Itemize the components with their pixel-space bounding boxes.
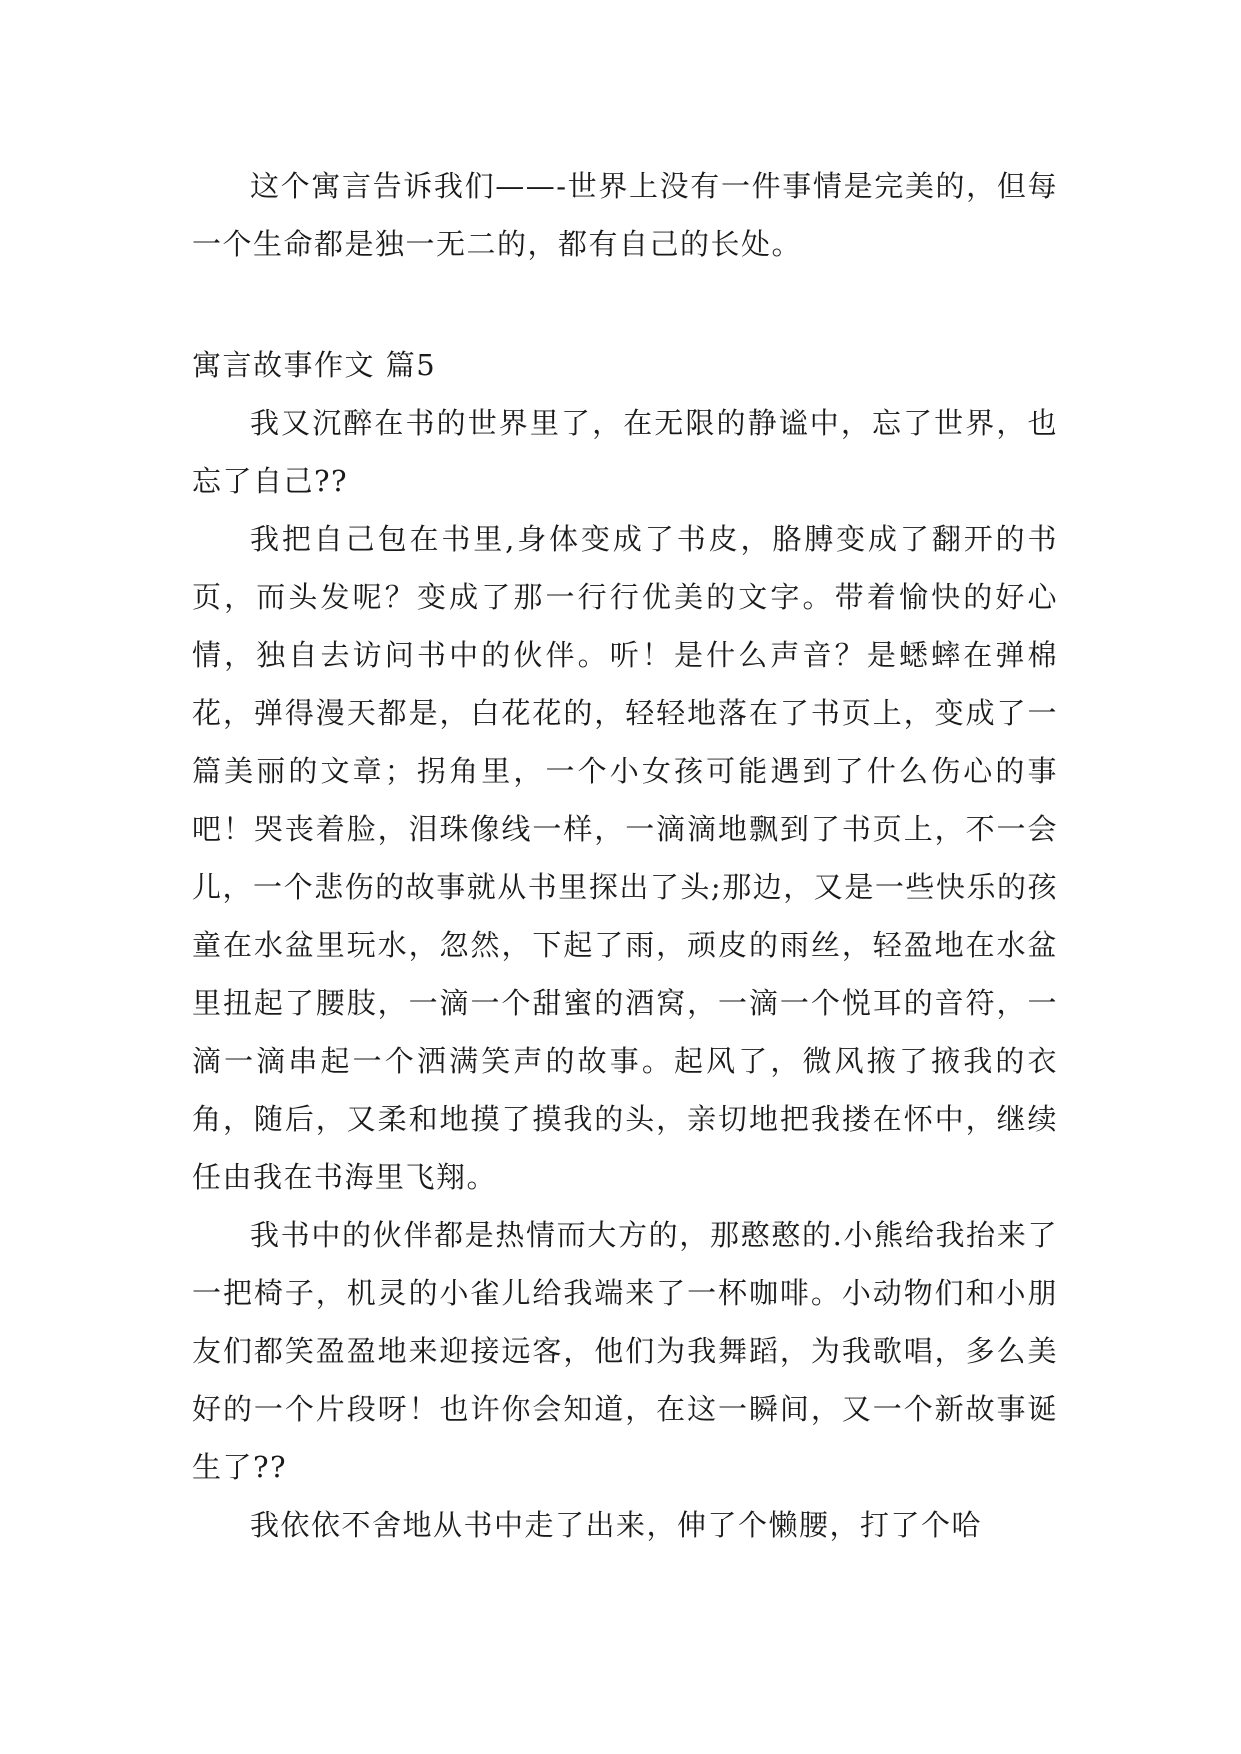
intro-text-block — [192, 157, 1058, 273]
story-paragraph-1: 我又沉醉在书的世界里了，在无限的静谧中，忘了世界，也忘了自己?? — [192, 406, 1058, 498]
story-paragraph-3: 我书中的伙伴都是热情而大方的，那憨憨的.小熊给我抬来了一把椅子，机灵的小雀儿给我端来了一杯咖啡。小动物们和小朋友们都笑盈盈地来迎接远客，他们为我舞蹈，为我歌唱，多么美好的一个片段呀！也许你会知道，在这一瞬间，又一个新故事诞生了?? — [192, 1218, 1058, 1484]
story-text-block — [192, 394, 1058, 1554]
section-heading: 寓言故事作文 篇5 — [192, 348, 437, 382]
story-paragraph-4: 我依依不舍地从书中走了出来，伸了个懒腰，打了个哈 — [250, 1508, 983, 1542]
story-paragraph-2: 我把自己包在书里,身体变成了书皮，胳膊变成了翻开的书页，而头发呢？变成了那一行行优美的文字。带着愉快的好心情，独自去访问书中的伙伴。听！是什么声音？是蟋蟀在弹棉花，弹得漫天都是，白花花的，轻轻地落在了书页上，变成了一篇美丽的文章；拐角里，一个小女孩可能遇到了什么伤心的事吧！哭丧着脸，泪珠像线一样，一滴滴地飘到了书页上，不一会儿，一个悲伤的故事就从书里探出了头;那边，又是一些快乐的孩童在水盆里玩水，忽然，下起了雨，顽皮的雨丝，轻盈地在水盆里扭起了腰肢，一滴一个甜蜜的酒窝，一滴一个悦耳的音符，一滴一滴串起一个洒满笑声的故事。起风了，微风掖了掖我的衣角，随后，又柔和地摸了摸我的头，亲切地把我搂在怀中，继续任由我在书海里飞翔。 — [192, 522, 1058, 1194]
intro-paragraph: 这个寓言告诉我们——-世界上没有一件事情是完美的，但每一个生命都是独一无二的，都有自己的长处。 — [192, 169, 1058, 261]
